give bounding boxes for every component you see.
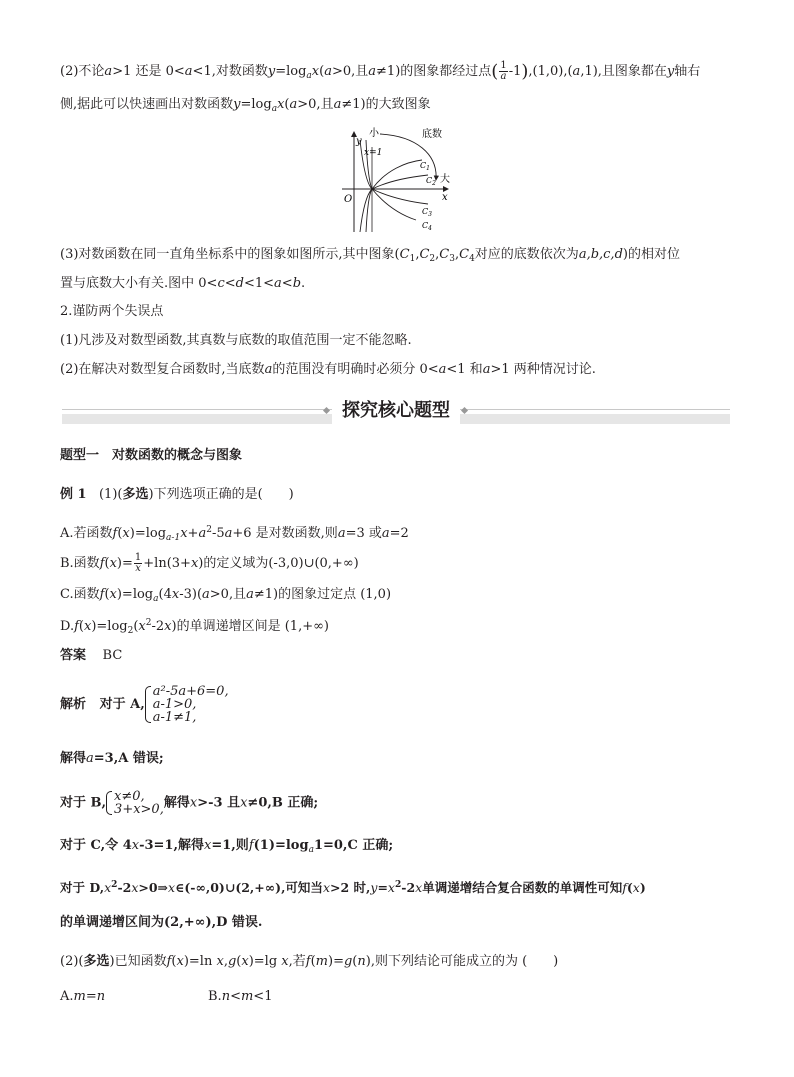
solution-b: 对于 B, x≠0, 3+x>0, 解得x>-3 且x≠0,B 正确; xyxy=(60,789,319,817)
solution-c: 对于 C,令 4x-3=1,解得x=1,则$f(1)=\log_a1=0,C$ 正确; xyxy=(60,838,394,855)
text: 侧,据此可以快速画出对数函数 xyxy=(60,97,234,112)
text: >1 两种情况讨论. xyxy=(490,362,596,377)
text: , xyxy=(454,247,460,262)
text: 对应的底数依次为 xyxy=(474,247,579,262)
text: a xyxy=(274,276,282,291)
big-label: 大 xyxy=(440,174,450,185)
text: < xyxy=(281,276,293,291)
text: a xyxy=(324,64,332,79)
text: d xyxy=(235,276,244,291)
base-label: 底数 xyxy=(422,129,442,140)
small-label: 小 xyxy=(369,128,379,139)
text: a xyxy=(572,64,581,79)
text: a xyxy=(271,104,278,114)
example-label: 例 1 xyxy=(60,487,87,502)
text: -1 xyxy=(508,64,522,79)
text: <1,对数函数 xyxy=(192,64,268,79)
text: C xyxy=(439,247,450,262)
text: 2 xyxy=(429,254,436,264)
text: C xyxy=(399,247,410,262)
solution-d-line-2: 的单调递增区间为(2,+∞),D 错误. xyxy=(60,915,263,930)
log-curves-figure xyxy=(336,122,466,238)
answer-label: 答案 xyxy=(60,648,87,663)
multi-select-tag: 多选 xyxy=(83,954,110,969)
para-2-line-1 xyxy=(60,61,700,85)
text: (1)( xyxy=(98,487,123,502)
c2-label: $C_2$ xyxy=(426,176,436,187)
equation-system: a²-5a+6=0, a-1>0, a-1≠1, xyxy=(145,685,229,724)
origin-label: O xyxy=(344,194,353,205)
option-b: B.函数f(x)= $\frac{1}{x}+\ln(3+x)$的定义域为(-3,0)∪(0,+∞) xyxy=(60,552,359,574)
text: (3)对数函数在同一直角坐标系中的图象如图所示,其中图象( xyxy=(60,247,400,262)
text: b xyxy=(292,276,302,291)
example-2-options xyxy=(60,988,273,1006)
section-banner xyxy=(62,398,730,428)
answer-value: BC xyxy=(102,648,123,663)
text: ( xyxy=(319,64,325,79)
text: >1 还是 0< xyxy=(112,64,185,79)
c3-label: $C_3$ xyxy=(422,207,432,218)
solution-label: 解析 xyxy=(60,697,87,712)
fraction: $\frac{1}{x}$ xyxy=(134,552,142,574)
type-1-title: 题型一 对数函数的概念与图象 xyxy=(60,448,243,463)
y-label: y xyxy=(356,136,362,147)
text: >0,且 xyxy=(331,64,369,79)
option-a: A.若函数$f(x)=\log_{a-1}x+a^2-5a+6$ 是对数函数,则a=3 或a=2 xyxy=(60,525,409,543)
text: c xyxy=(217,276,225,291)
x-label: x xyxy=(442,192,448,203)
text: 置与底数大小有关.图中 0< xyxy=(60,276,218,291)
text: ( xyxy=(284,97,290,112)
solution-a-result: 解得a=3,A 错误; xyxy=(60,751,164,766)
equation-system: x≠0, 3+x>0, xyxy=(106,790,164,816)
text: . xyxy=(301,276,306,291)
solution-line-a: 解析 对于 A, a²-5a+6=0, a-1>0, a-1≠1, xyxy=(60,684,229,725)
text: =log xyxy=(275,64,307,79)
section-2-item-2 xyxy=(60,361,596,379)
option-d: $D.f(x)=\log_2(x^2-2x)$的单调递增区间是 (1,+∞) xyxy=(60,618,329,636)
x1-label: x=1 xyxy=(364,148,383,158)
option-a: A.m=n xyxy=(60,989,106,1004)
text: a xyxy=(184,64,193,79)
text: ≠1)的图象都经过点 xyxy=(376,64,492,79)
text: x xyxy=(277,97,285,112)
text: y xyxy=(267,64,276,79)
text: x xyxy=(311,64,320,79)
text: )下列选项正确的是( ) xyxy=(148,487,294,502)
text: a xyxy=(482,362,491,377)
text: ≠1)的大致图象 xyxy=(341,97,431,112)
curve-c1 xyxy=(366,160,422,232)
text: , xyxy=(435,247,440,262)
para-2-line-2 xyxy=(60,96,431,118)
text: a xyxy=(306,71,312,81)
text: a xyxy=(264,362,273,377)
paren: ) xyxy=(521,61,529,82)
text: y xyxy=(233,97,241,112)
para-3-line-1 xyxy=(60,246,680,268)
multi-select-tag: 多选 xyxy=(122,487,149,502)
text: <1 和 xyxy=(446,362,483,377)
c4-label: $C_4$ xyxy=(422,221,432,232)
text: C xyxy=(459,247,470,262)
text: 轴右 xyxy=(674,64,701,79)
section-2-item-1: (1)凡涉及对数型函数,其真数与底数的取值范围一定不能忽略. xyxy=(60,333,412,348)
text: 的范围没有明确时必须分 0< xyxy=(272,362,439,377)
text: , xyxy=(415,247,420,262)
text: a xyxy=(104,64,113,79)
text: a xyxy=(333,97,342,112)
fraction: $\frac{1}{a}$ xyxy=(500,60,507,82)
text: )的相对位 xyxy=(622,247,680,262)
text: 1 xyxy=(409,254,416,264)
option-c: C.函数$f(x)=\log_a(4x-3)(a>0$,且a≠1)的图象过定点 (1,0) xyxy=(60,587,392,604)
text: ,(1,0),( xyxy=(528,64,573,79)
example-1-part-2: (2)(多选)已知函数f(x)=ln x,g(x)=lg x,若f(m)=g(n),则下列结论可能成立的为 ( ) xyxy=(60,954,559,969)
text: ,1),且图象都在 xyxy=(580,64,667,79)
text: a xyxy=(438,362,447,377)
text: < xyxy=(224,276,236,291)
text: (2)在解决对数型复合函数时,当底数 xyxy=(60,362,265,377)
answer-line xyxy=(60,647,122,665)
text: C xyxy=(419,247,430,262)
text: a xyxy=(368,64,377,79)
section-2-title: 2.谨防两个失误点 xyxy=(60,304,164,319)
example-1-header xyxy=(60,486,294,504)
text: 4 xyxy=(469,254,475,264)
paren: ( xyxy=(491,61,499,82)
text: a,b,c,d xyxy=(578,247,623,262)
text: a xyxy=(289,97,298,112)
c1-label: $C_1$ xyxy=(420,161,430,172)
text: y xyxy=(666,64,675,79)
text: 3 xyxy=(449,254,455,264)
option-b: B.n<m<1 xyxy=(208,989,273,1004)
solution-d-line-1: 对于 $D,x^2-2x>0\Rightarrow x\in(-\infty,0)\cup(2,+\infty)$,可知当x>2 时$,y=x^2-2x$单调递增结合复合函数的单调性可知f(x) xyxy=(60,880,646,895)
text: <1< xyxy=(243,276,275,291)
text: (2)不论 xyxy=(60,64,105,79)
text: >0,且 xyxy=(297,97,334,112)
banner-title: 探究核心题型 xyxy=(332,398,460,424)
text: =log xyxy=(240,97,272,112)
para-3-line-2 xyxy=(60,275,305,293)
